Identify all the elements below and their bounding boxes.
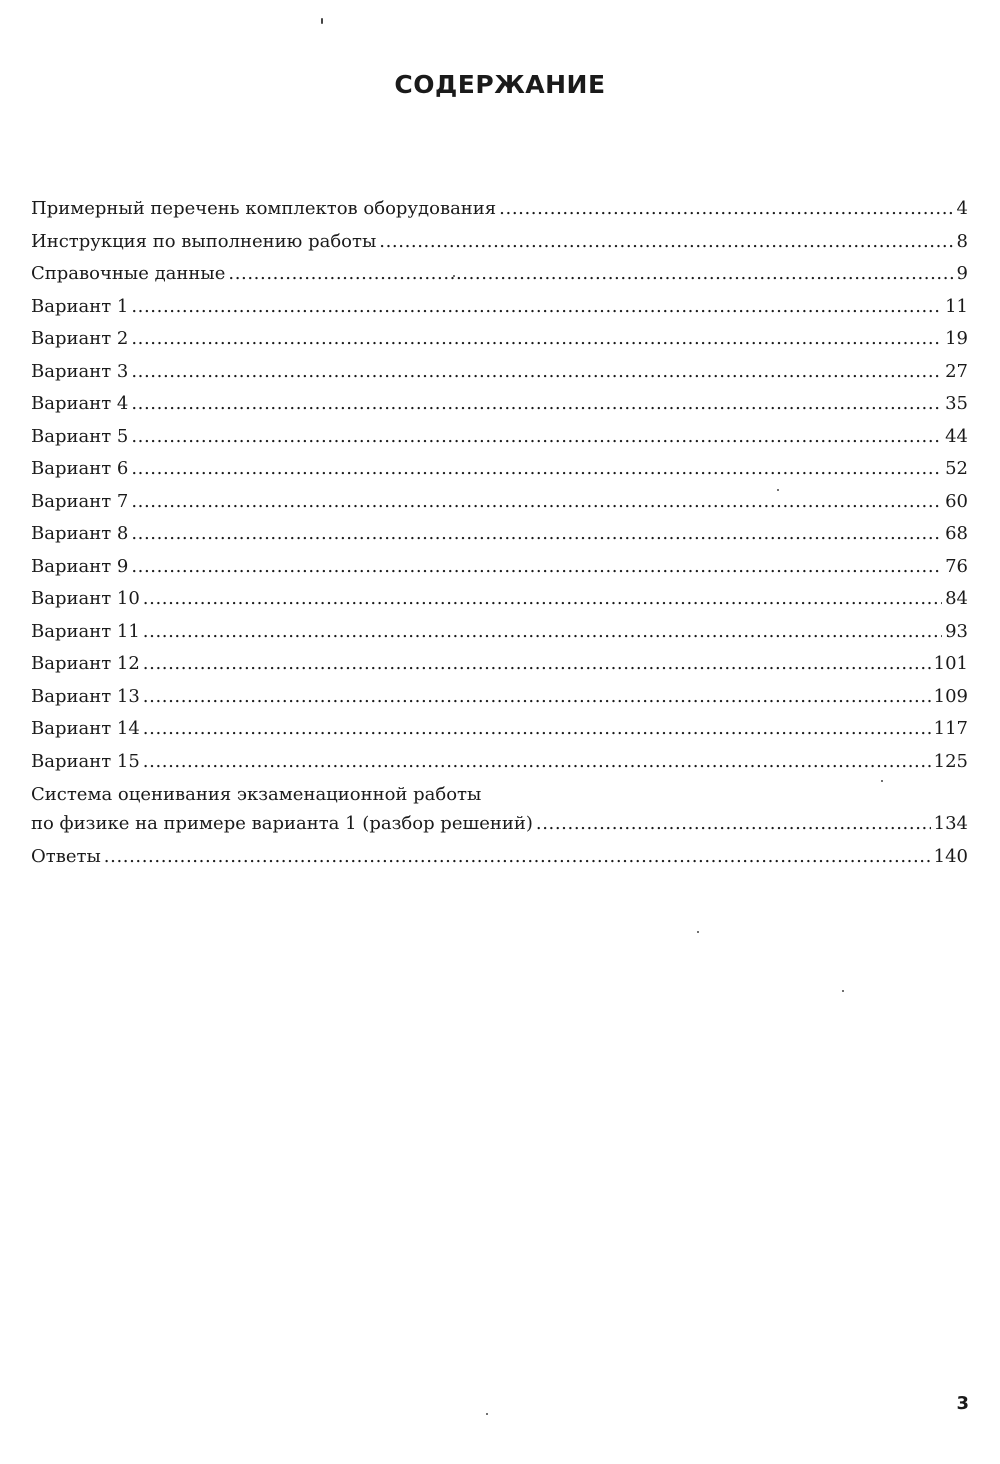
toc-entry-page: 84	[945, 588, 968, 609]
toc-entry-page: 101	[933, 653, 968, 674]
toc-entry-label: Вариант 12	[31, 653, 140, 674]
page-title: СОДЕРЖАНИЕ	[394, 70, 606, 99]
toc-entry-label: Справочные данные	[31, 263, 226, 284]
toc-entry-label: Вариант 13	[31, 685, 140, 707]
toc-entry-page: 4	[956, 198, 968, 219]
dot-leader	[131, 558, 942, 576]
scan-speck	[453, 275, 455, 277]
dot-leader	[131, 428, 942, 446]
toc-entry-page: 19	[945, 328, 968, 349]
toc-entry-variant-10[interactable]	[31, 583, 968, 616]
toc-entry-label-line2: по физике на примере варианта 1 (разбор решений)	[31, 813, 533, 834]
toc-entry-equipment[interactable]	[31, 193, 968, 226]
toc-entry-label-line1: Система оценивания экзаменационной работы	[31, 784, 482, 805]
dot-leader	[131, 363, 942, 381]
scan-speck	[321, 18, 323, 24]
scan-speck	[842, 990, 844, 992]
dot-leader	[143, 720, 931, 738]
toc-entry-page: 76	[945, 555, 968, 577]
toc-entry-label: Вариант 11	[31, 620, 140, 642]
toc-entry-variant-14[interactable]	[31, 713, 968, 746]
toc-entry-page: 9	[956, 263, 968, 284]
toc-entry-page: 35	[945, 393, 968, 414]
toc-entry-variant-4[interactable]	[31, 388, 968, 421]
toc-entry-variant-11[interactable]	[31, 616, 968, 649]
scan-speck	[881, 780, 883, 782]
toc-entry-label: Вариант 14	[31, 718, 140, 739]
toc-entry-variant-9[interactable]	[31, 551, 968, 584]
toc-entry-label: Вариант 7	[31, 490, 129, 512]
toc-entry-variant-5[interactable]	[31, 421, 968, 454]
toc-entry-variant-1[interactable]	[31, 291, 968, 324]
toc-entry-variant-2[interactable]	[31, 323, 968, 356]
dot-leader	[143, 753, 931, 771]
scan-speck	[486, 1413, 488, 1415]
toc-entry-label: Вариант 15	[31, 750, 140, 772]
toc-entry-variant-8[interactable]	[31, 518, 968, 551]
toc-entry-variant-3[interactable]	[31, 356, 968, 389]
dot-leader	[131, 525, 942, 543]
toc-entry-label: Ответы	[31, 846, 101, 867]
toc-entry-label: Вариант 8	[31, 523, 129, 544]
toc-entry-variant-6[interactable]	[31, 453, 968, 486]
toc-entry-line2	[31, 809, 968, 839]
toc-entry-page: 125	[933, 750, 968, 772]
toc-entry-answers[interactable]	[31, 841, 968, 874]
dot-leader	[143, 688, 931, 706]
toc-entry-page: 109	[933, 685, 968, 707]
dot-leader	[131, 460, 942, 478]
dot-leader	[379, 233, 953, 251]
toc-entry-label: Вариант 3	[31, 360, 129, 382]
dot-leader	[131, 330, 942, 348]
toc-entry-page: 52	[945, 458, 968, 479]
dot-leader	[143, 623, 942, 641]
toc-entry-page: 27	[945, 360, 968, 382]
dot-leader	[131, 298, 942, 316]
toc-entry-label: Вариант 2	[31, 328, 129, 349]
toc-entry-instructions[interactable]	[31, 226, 968, 259]
toc-entry-page: 93	[945, 620, 968, 642]
dot-leader	[131, 493, 942, 511]
toc-entry-variant-15[interactable]	[31, 746, 968, 779]
toc-entry-label: Инструкция по выполнению работы	[31, 230, 377, 252]
toc-entry-page: 68	[945, 523, 968, 544]
toc-entry-page: 60	[945, 490, 968, 512]
toc-entry-label: Вариант 1	[31, 295, 129, 317]
toc-entry-grading[interactable]	[31, 778, 968, 841]
dot-leader	[104, 848, 931, 866]
toc-entry-label: Вариант 6	[31, 458, 129, 479]
dot-leader	[499, 200, 953, 218]
toc-entry-page: 11	[945, 295, 968, 317]
toc-entry-page: 140	[933, 846, 968, 867]
toc-entry-page: 134	[933, 813, 968, 834]
scan-speck	[777, 489, 779, 491]
dot-leader	[143, 590, 942, 608]
dot-leader	[228, 265, 953, 283]
toc-entry-page: 117	[933, 718, 968, 739]
toc-entry-reference[interactable]	[31, 258, 968, 291]
table-of-contents	[31, 193, 968, 874]
toc-entry-variant-7[interactable]	[31, 486, 968, 519]
toc-entry-label: Вариант 10	[31, 588, 140, 609]
page-number: 3	[956, 1393, 969, 1414]
dot-leader	[143, 655, 931, 673]
toc-entry-variant-13[interactable]	[31, 681, 968, 714]
toc-entry-page: 8	[956, 230, 968, 252]
toc-entry-page: 44	[945, 425, 968, 447]
dot-leader	[131, 395, 942, 413]
toc-entry-label: Примерный перечень комплектов оборудования	[31, 198, 497, 219]
toc-entry-label: Вариант 5	[31, 425, 129, 447]
dot-leader	[536, 815, 931, 833]
scan-speck	[697, 931, 699, 933]
toc-entry-label: Вариант 4	[31, 393, 129, 414]
toc-entry-label: Вариант 9	[31, 555, 129, 577]
toc-entry-variant-12[interactable]	[31, 648, 968, 681]
